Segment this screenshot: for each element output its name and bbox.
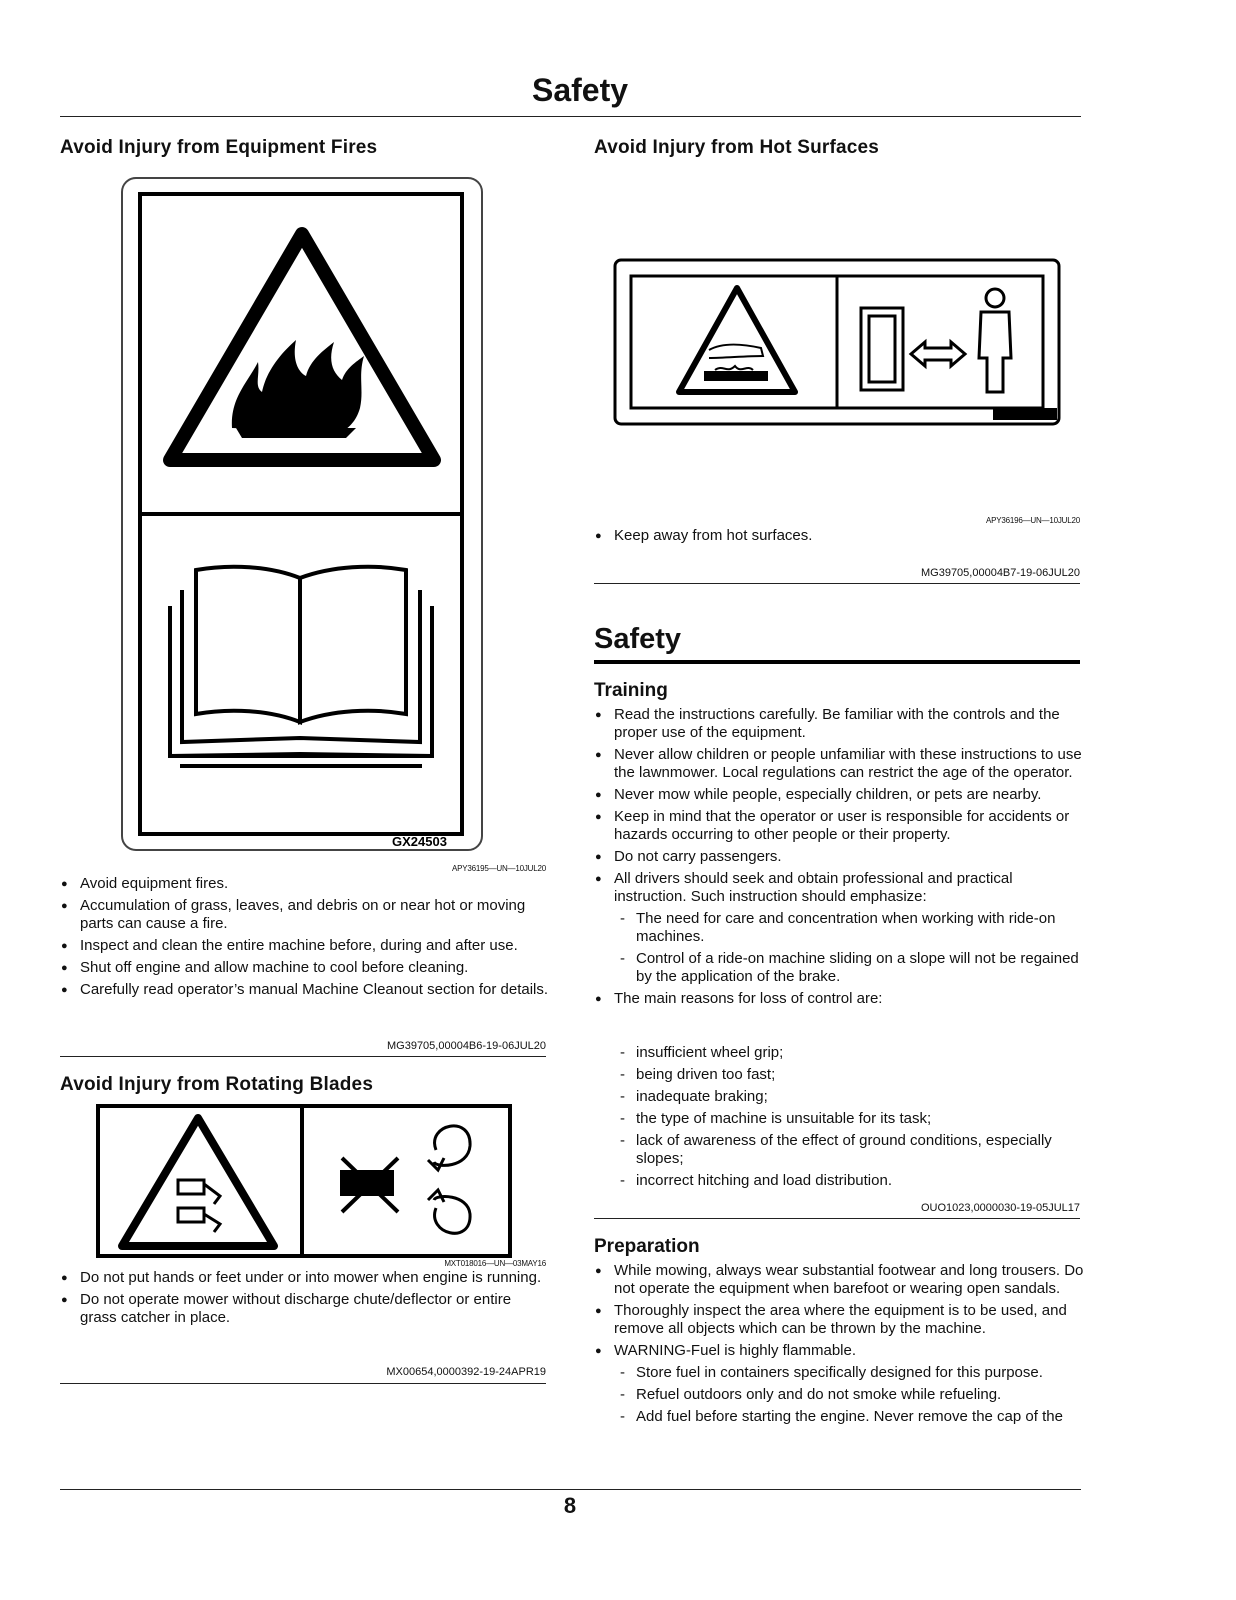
footer-rule (60, 1489, 1081, 1490)
list-item: ● The main reasons for loss of control are: (594, 990, 1084, 1008)
fire-warning-decal (120, 176, 484, 852)
list-item: ● Thoroughly inspect the area where the equipment is to be used, and remove all objects which can be thrown by the machine. (594, 1302, 1084, 1338)
list-item: - The need for care and concentration when working with ride-on machines. (614, 910, 1084, 946)
emphasize-sublist (614, 910, 1084, 986)
list-item: ● Do not put hands or feet under or into mower when engine is running. (60, 1269, 550, 1287)
heading-equipment-fires: Avoid Injury from Equipment Fires (60, 137, 378, 158)
hot-bullet-list (594, 527, 1084, 549)
list-item-text: WARNING-Fuel is highly flammable. (614, 1342, 856, 1359)
list-item: ● Keep away from hot surfaces. (594, 527, 1084, 545)
list-item: ● Carefully read operator’s manual Machine Cleanout section for details. (60, 981, 550, 999)
section-rule (60, 1383, 546, 1384)
list-item: ● Inspect and clean the entire machine before, during and after use. (60, 937, 550, 955)
decal-code: GX24503 (392, 834, 447, 849)
fires-bullet-list (60, 875, 550, 1003)
list-item: - inadequate braking; (594, 1088, 1084, 1106)
figure-code-hot: APY36196—UN—10JUL20 (985, 516, 1080, 525)
list-item: ● Avoid equipment fires. (60, 875, 550, 893)
section-rule (60, 1056, 546, 1057)
list-item: ● Read the instructions carefully. Be familiar with the controls and the proper use of the equipment. (594, 706, 1084, 742)
section-rule (594, 1218, 1080, 1219)
rotating-blades-decal (96, 1104, 512, 1258)
ref-code-training: OUO1023,0000030-19-05JUL17 (920, 1202, 1080, 1214)
blades-bullet-list (60, 1269, 550, 1331)
page-title: Safety (531, 72, 629, 108)
ref-code-fires: MG39705,00004B6-19-06JUL20 (386, 1040, 546, 1052)
list-item: ● Shut off engine and allow machine to cool before cleaning. (60, 959, 550, 977)
hot-surface-decal (613, 258, 1061, 426)
list-item: ● While mowing, always wear substantial footwear and long trousers. Do not operate the equipment when barefoot or wearing open sandals. (594, 1262, 1084, 1298)
page-number: 8 (563, 1493, 577, 1518)
list-item: - being driven too fast; (594, 1066, 1084, 1084)
list-item: - Add fuel before starting the engine. Never remove the cap of the (614, 1408, 1084, 1426)
section-rule (594, 583, 1080, 584)
safety-rule (594, 660, 1080, 664)
list-item (594, 870, 1084, 986)
heading-training: Training (594, 680, 668, 701)
list-item: ● Keep in mind that the operator or user is responsible for accidents or hazards occurring to other people or their property. (594, 808, 1084, 844)
list-item: ● Never allow children or people unfamiliar with these instructions to use the lawnmower. Local regulations can restrict the age of the operator. (594, 746, 1084, 782)
heading-rotating-blades: Avoid Injury from Rotating Blades (60, 1074, 374, 1095)
list-item: ● Do not operate mower without discharge chute/deflector or entire grass catcher in place. (60, 1291, 550, 1327)
list-item: ● Do not carry passengers. (594, 848, 1084, 866)
loss-reasons-list (594, 1044, 1084, 1194)
list-item: ● Accumulation of grass, leaves, and debris on or near hot or moving parts can cause a fire. (60, 897, 550, 933)
heading-hot-surfaces: Avoid Injury from Hot Surfaces (594, 137, 880, 158)
list-item: - insufficient wheel grip; (594, 1044, 1084, 1062)
title-rule (60, 116, 1081, 117)
list-item: - the type of machine is unsuitable for its task; (594, 1110, 1084, 1128)
ref-code-blades: MX00654,0000392-19-24APR19 (386, 1366, 546, 1378)
figure-code-fires: APY36195—UN—10JUL20 (451, 864, 546, 873)
list-item: - Control of a ride-on machine sliding on a slope will not be regained by the application of the brake. (614, 950, 1084, 986)
list-item (594, 1342, 1084, 1426)
ref-code-hot: MG39705,00004B7-19-06JUL20 (920, 567, 1080, 579)
list-item: - incorrect hitching and load distribution. (594, 1172, 1084, 1190)
training-bullet-list (594, 706, 1084, 1012)
list-item: ● Never mow while people, especially children, or pets are nearby. (594, 786, 1084, 804)
heading-preparation: Preparation (594, 1236, 700, 1257)
heading-safety: Safety (594, 623, 682, 655)
list-item-text: All drivers should seek and obtain professional and practical instruction. Such instruction should emphasize: (614, 870, 1013, 905)
preparation-bullet-list (594, 1262, 1084, 1430)
list-item: - Store fuel in containers specifically designed for this purpose. (614, 1364, 1084, 1382)
fuel-sublist (614, 1364, 1084, 1426)
list-item: - Refuel outdoors only and do not smoke while refueling. (614, 1386, 1084, 1404)
list-item: - lack of awareness of the effect of ground conditions, especially slopes; (594, 1132, 1084, 1168)
figure-code-blades: MXT018016—UN—03MAY16 (444, 1259, 546, 1268)
